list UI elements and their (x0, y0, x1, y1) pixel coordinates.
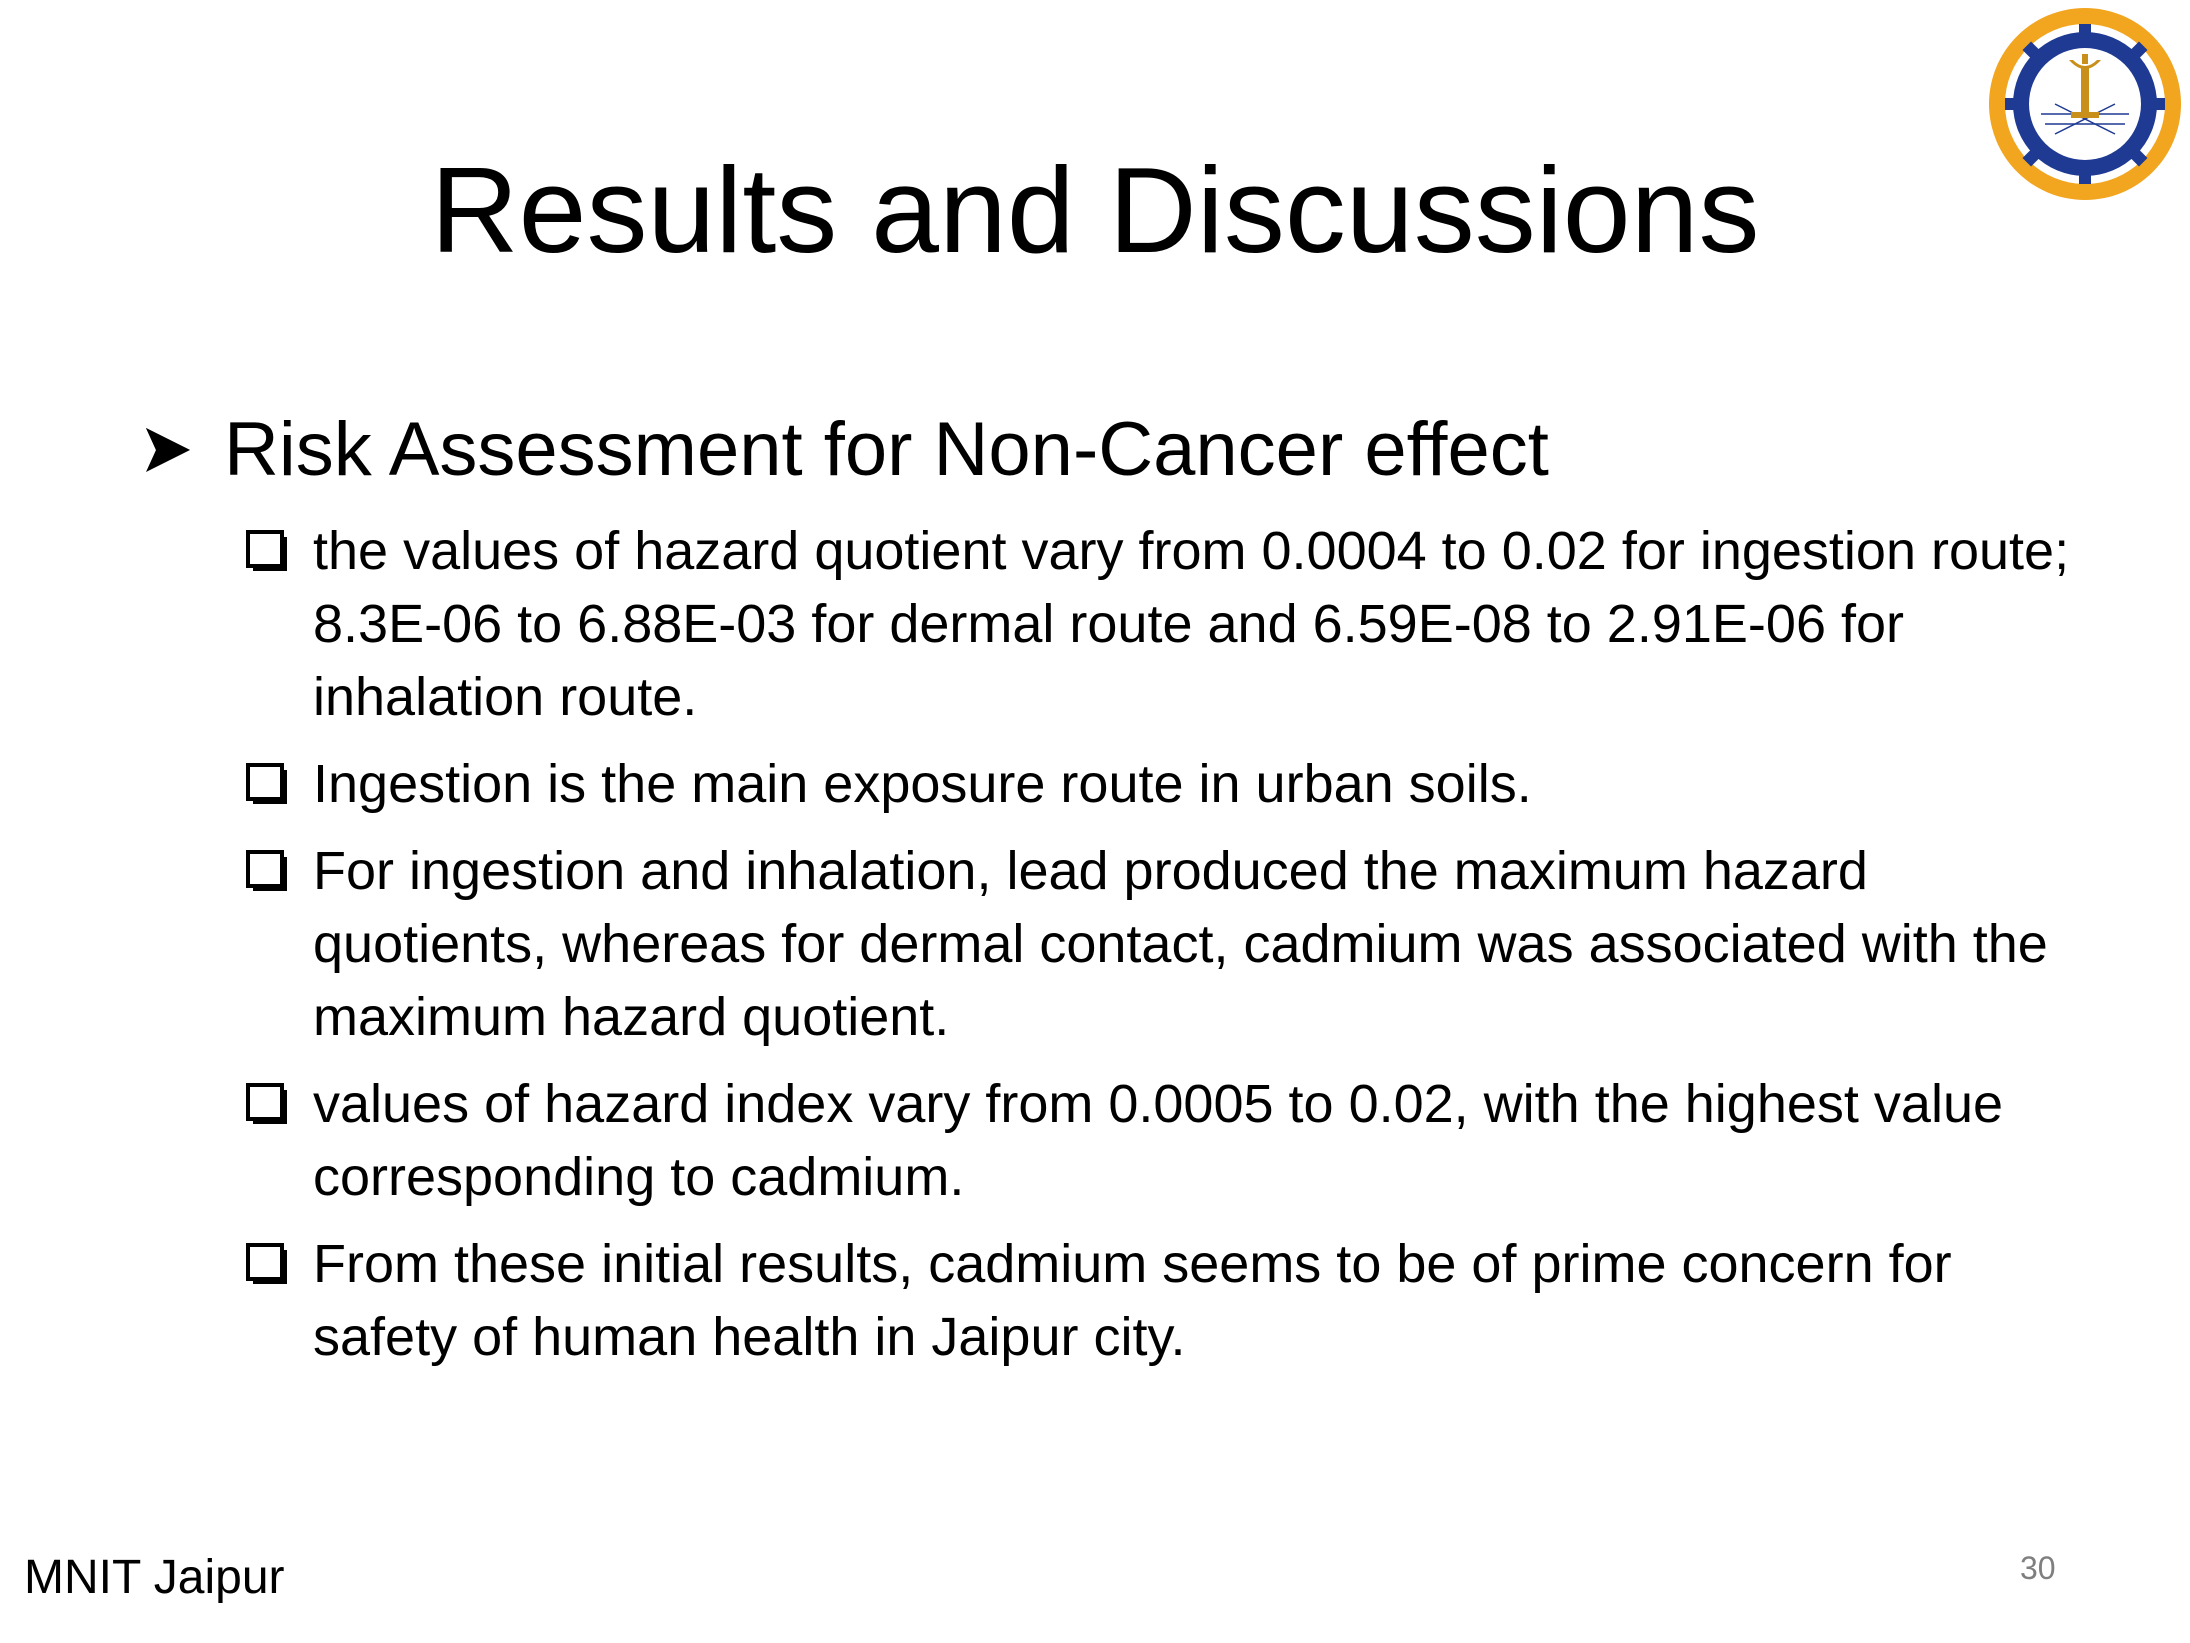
list-item (245, 1068, 2075, 1214)
main-bullet-text: Risk Assessment for Non-Cancer effect (224, 407, 1549, 492)
list-item-text: For ingestion and inhalation, lead produced the maximum hazard quotients, whereas for dermal contact, cadmium was associated with the maximum hazard quotient. (313, 841, 2048, 1047)
list-item-text: the values of hazard quotient vary from 0.0004 to 0.02 for ingestion route; 8.3E-06 to 6.88E-03 for dermal route and 6.59E-08 to 2.91E-06 for inhalation route. (313, 521, 2070, 727)
slide-title: Results and Discussions (430, 142, 1760, 278)
checkbox-bullet-icon (245, 1068, 293, 1141)
checkbox-bullet-icon (245, 515, 293, 588)
checkbox-bullet-icon (245, 748, 293, 821)
list-item-text: From these initial results, cadmium seems to be of prime concern for safety of human health in Jaipur city. (313, 1234, 1952, 1367)
list-item (245, 515, 2075, 734)
arrow-bullet-icon (140, 400, 206, 500)
list-item-text: values of hazard index vary from 0.0005 to 0.02, with the highest value corresponding to cadmium. (313, 1074, 2004, 1207)
checkbox-bullet-icon (245, 835, 293, 908)
list-item-text: Ingestion is the main exposure route in urban soils. (313, 754, 1532, 814)
footer-institution: MNIT Jaipur (24, 1551, 285, 1604)
list-item (245, 835, 2075, 1054)
list-item (245, 1228, 2075, 1374)
sub-bullet-list (245, 515, 2075, 1388)
list-item (245, 748, 2075, 821)
main-bullet (140, 400, 2090, 500)
page-number: 30 (2020, 1550, 2056, 1586)
checkbox-bullet-icon (245, 1228, 293, 1301)
